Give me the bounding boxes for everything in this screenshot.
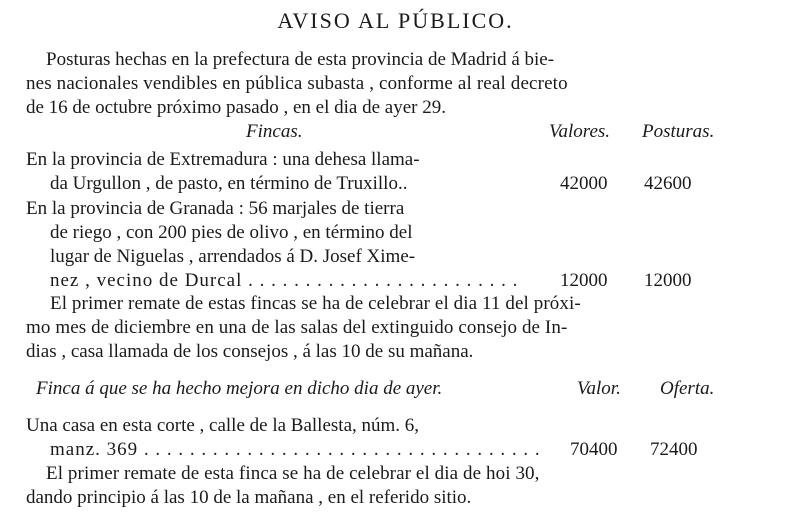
row3-line-1: Una casa en esta corte , calle de la Ballesta, núm. 6, [26, 415, 420, 436]
row1-valor: 42000 [560, 173, 608, 194]
remate2-line-1: El primer remate de esta finca se ha de celebrar el dia de hoi 30, [46, 463, 540, 484]
header-valor: Valor. [577, 378, 621, 399]
row3-oferta: 72400 [650, 439, 698, 460]
row2-line-3: lugar de Niguelas , arrendados á D. Josef Xime- [50, 246, 416, 267]
remate1-line-2: mo mes de diciembre en una de las salas del extinguido consejo de In- [26, 317, 568, 338]
intro-line-2: nes nacionales vendibles en pública subasta , conforme al real decreto [26, 73, 568, 94]
row1-line-2: da Urgullon , de pasto, en término de Truxillo.. [50, 173, 408, 194]
row2-line-4: nez , vecino de Durcal . . . . . . . . . . . . . . . . . . . . . . . . [50, 270, 519, 291]
row1-line-1: En la provincia de Extremadura : una dehesa llama- [26, 149, 420, 170]
remate1-line-1: El primer remate de estas fincas se ha de celebrar el dia 11 del próxi- [50, 293, 581, 314]
row2-valor: 12000 [560, 270, 608, 291]
header-finca-mejora: Finca á que se ha hecho mejora en dicho dia de ayer. [36, 378, 443, 399]
row3-valor: 70400 [570, 439, 618, 460]
page-title: AVISO AL PÚBLICO. [277, 8, 514, 33]
header-valores: Valores. [549, 121, 611, 142]
row1-postura: 42600 [644, 173, 692, 194]
row2-line-1: En la provincia de Granada : 56 marjales de tierra [26, 198, 405, 219]
intro-line-1: Posturas hechas en la prefectura de esta provincia de Madrid á bie- [46, 49, 555, 70]
row3-line-2: manz. 369 . . . . . . . . . . . . . . . . . . . . . . . . . . . . . . . . . . . [50, 439, 541, 460]
header-fincas: Fincas. [246, 121, 303, 142]
row2-line-2: de riego , con 200 pies de olivo , en término del [50, 222, 413, 243]
row2-postura: 12000 [644, 270, 692, 291]
header-oferta: Oferta. [660, 378, 715, 399]
remate2-line-2: dando principio á las 10 de la mañana , en el referido sitio. [26, 487, 472, 508]
remate1-line-3: dias , casa llamada de los consejos , á las 10 de su mañana. [26, 341, 474, 362]
intro-line-3: de 16 de octubre próximo pasado , en el dia de ayer 29. [26, 97, 446, 118]
header-posturas: Posturas. [642, 121, 715, 142]
